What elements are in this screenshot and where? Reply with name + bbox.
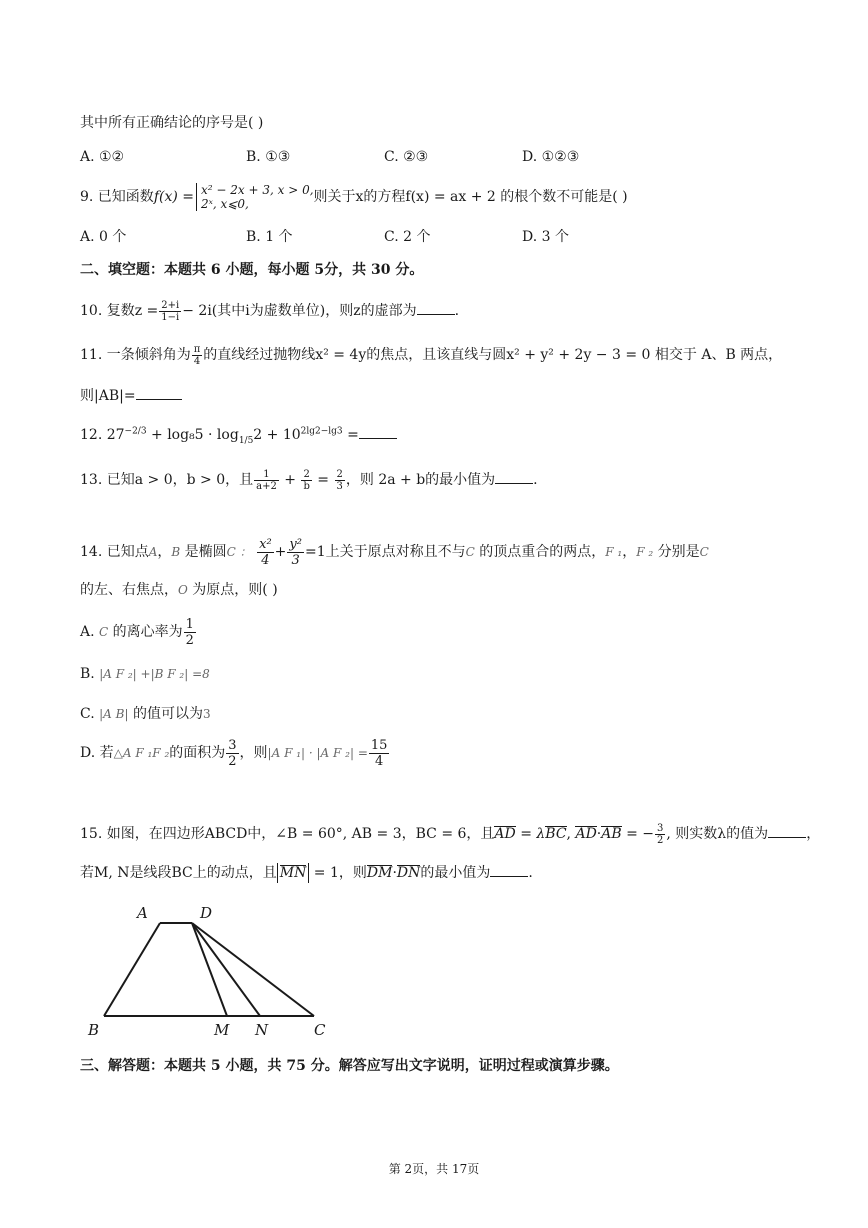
answer-blank	[417, 300, 455, 315]
answer-blank	[359, 424, 397, 439]
label-b: B	[88, 1021, 100, 1039]
q9-stem: 9. 已知函数f(x) = x² − 2x + 3, x > 0, 2ˣ, x⩽0, 则关于x的方程f(x) = ax + 2 的根个数不可能是( )	[80, 183, 628, 211]
answer-blank	[490, 862, 528, 877]
q14-option-d: D. 若△A F ₁F ₂的面积为 $\frac{3}{2}$ ，则|A F ₁| · |A F ₂| = $\frac{15}{4}$	[80, 737, 388, 769]
label-m: M	[214, 1021, 230, 1039]
q15-line-2: 若M, N是线段BC上的动点，且 MN = 1，则DM·DN的最小值为 .	[80, 862, 533, 883]
q14-option-c: C. |A B| 的值可以为3	[80, 706, 211, 722]
label-c: C	[314, 1021, 326, 1039]
q8-option-c: C. ②③	[384, 149, 429, 165]
q9-piecewise: x² − 2x + 3, x > 0, 2ˣ, x⩽0,	[196, 183, 314, 211]
segment-dn	[192, 923, 260, 1016]
q9-option-a: A. 0 个	[80, 229, 127, 245]
section-3-heading: 三、解答题：本题共 5 小题，共 75 分。解答应写出文字说明，证明过程或演算步骤。	[80, 1058, 619, 1074]
q13: 13. 已知a > 0，b > 0，且 $\frac{1}{a+2}$ + $\frac{2}{b}$ = $\frac{2}{3}$ ，则 2a + b的最小值为 .	[80, 468, 538, 492]
quadrilateral-figure	[84, 902, 344, 1042]
q8-option-d: D. ①②③	[522, 149, 580, 165]
q14-line-1: 14. 已知点A，B 是椭圆C ： $\frac{\text{x²}}{4}$ + $\frac{\text{y²}}{3}$ =1上关于原点对称且不与C 的顶点重合的两点，F ₁，F ₂ 分别是C	[80, 536, 709, 568]
label-n: N	[255, 1021, 269, 1039]
q15-line-1: 15. 如图，在四边形ABCD中，∠B = 60°, AB = 3，BC = 6，且AD = λBC, AD·AB = − $\frac{3}{2}$ , 则实数λ的值为 ，	[80, 822, 821, 846]
page-footer: 第 2页，共 17页	[388, 1162, 480, 1176]
q8-stem: 其中所有正确结论的序号是( )	[80, 115, 264, 131]
q9-option-d: D. 3 个	[522, 229, 569, 245]
answer-blank	[768, 823, 806, 838]
q9-option-c: C. 2 个	[384, 229, 431, 245]
q14-option-a: A. C 的离心率为 $\frac{1}{2}$	[80, 616, 194, 648]
q9-option-b: B. 1 个	[246, 229, 293, 245]
q11-line-1: 11. 一条倾斜角为 $\frac{\pi}{4}$ 的直线经过抛物线x² = 4y的焦点，且该直线与圆x² + y² + 2y − 3 = 0 相交于 A、B 两点，	[80, 343, 783, 367]
segment-ab	[104, 923, 160, 1016]
q8-option-b: B. ①③	[246, 149, 291, 165]
q8-option-a: A. ①②	[80, 149, 125, 165]
label-a: A	[137, 904, 148, 922]
q10: 10. 复数z = $\frac{2+i}{1-i}$ − 2i(其中i为虚数单位)，则z的虚部为 .	[80, 299, 460, 323]
label-d: D	[200, 904, 213, 922]
answer-blank	[136, 385, 182, 400]
q14-line-2: 的左、右焦点，O 为原点，则( )	[80, 582, 278, 598]
q14-option-b: B. |A F ₂| +|B F ₂| =8	[80, 666, 210, 682]
answer-blank	[495, 469, 533, 484]
q11-line-2: 则|AB|=	[80, 385, 182, 406]
section-2-heading: 二、填空题：本题共 6 小题，每小题 5分，共 30 分。	[80, 262, 424, 278]
q12: 12. $27^{-2/3} + \log_85 \cdot \log_{1/5}2 + 10^{2lg2-lg3}$ =	[80, 420, 397, 450]
